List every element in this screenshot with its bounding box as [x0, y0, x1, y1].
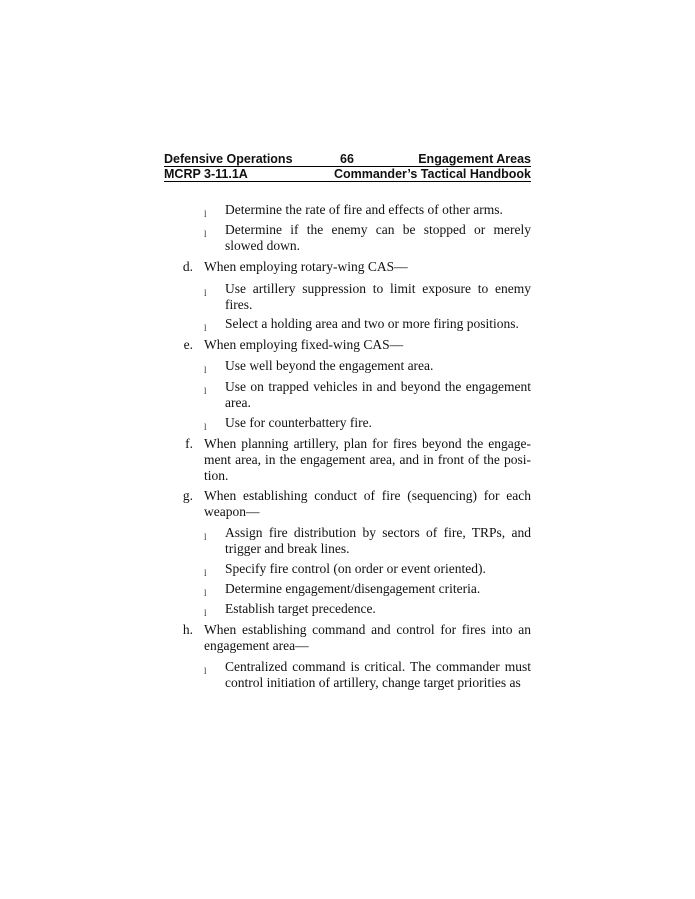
running-header-bottom — [164, 167, 531, 182]
item-label: d. — [182, 259, 193, 274]
item-label: f. — [185, 436, 193, 451]
bullet-text: Centralized command is critical. The commander must control initiation of artillery, change target priorities as — [225, 659, 531, 690]
bullet-icon: l — [204, 386, 207, 396]
item-label: e. — [183, 337, 193, 352]
bullet-icon: l — [204, 365, 207, 375]
bullet-icon: l — [204, 422, 207, 432]
section-title: Defensive Operations — [164, 152, 293, 166]
bullet-text: Use on trapped vehicles in and beyond the engagement area. — [225, 379, 531, 410]
publication-number: MCRP 3-11.1A — [164, 167, 248, 181]
bullet-text: Determine engagement/disengagement criteria. — [225, 581, 481, 596]
item-text: When employing fixed-wing CAS— — [204, 337, 404, 352]
bullet-icon: l — [204, 229, 207, 239]
item-text: When planning artillery, plan for fires beyond the engage-ment area, in the engagement area, and in front of the posi-tion. — [204, 436, 531, 483]
bullet-text: Select a holding area and two or more firing positions. — [225, 316, 519, 331]
bullet-icon: l — [204, 588, 207, 598]
bullet-icon: l — [204, 209, 207, 219]
bullet-text: Use for counterbattery fire. — [225, 415, 372, 430]
bullet-icon: l — [204, 323, 207, 333]
bullet-text: Establish target precedence. — [225, 601, 376, 616]
bullet-text: Use artillery suppression to limit exposure to enemy fires. — [225, 281, 531, 312]
item-label: g. — [182, 488, 193, 503]
publication-title: Commander’s Tactical Handbook — [333, 167, 531, 181]
bullet-text: Determine the rate of fire and effects of other arms. — [225, 202, 503, 217]
bullet-text: Specify fire control (on order or event oriented). — [225, 561, 486, 576]
bullet-text: Use well beyond the engagement area. — [225, 358, 434, 373]
bullet-text: Determine if the enemy can be stopped or merely slowed down. — [225, 222, 531, 253]
bullet-text: Assign fire distribution by sectors of fire, TRPs, and trigger and break lines. — [225, 525, 531, 556]
item-text: When establishing command and control for fires into an engagement area— — [204, 622, 531, 653]
item-text: When employing rotary-wing CAS— — [204, 259, 408, 274]
bullet-icon: l — [204, 666, 207, 676]
page-number: 66 — [340, 152, 354, 166]
bullet-icon: l — [204, 532, 207, 542]
bullet-icon: l — [204, 608, 207, 618]
running-header-top — [164, 152, 531, 167]
item-text: When establishing conduct of fire (sequencing) for each weapon— — [204, 488, 531, 519]
bullet-icon: l — [204, 568, 207, 578]
item-label: h. — [182, 622, 193, 637]
bullet-icon: l — [204, 288, 207, 298]
chapter-title: Engagement Areas — [418, 152, 531, 166]
